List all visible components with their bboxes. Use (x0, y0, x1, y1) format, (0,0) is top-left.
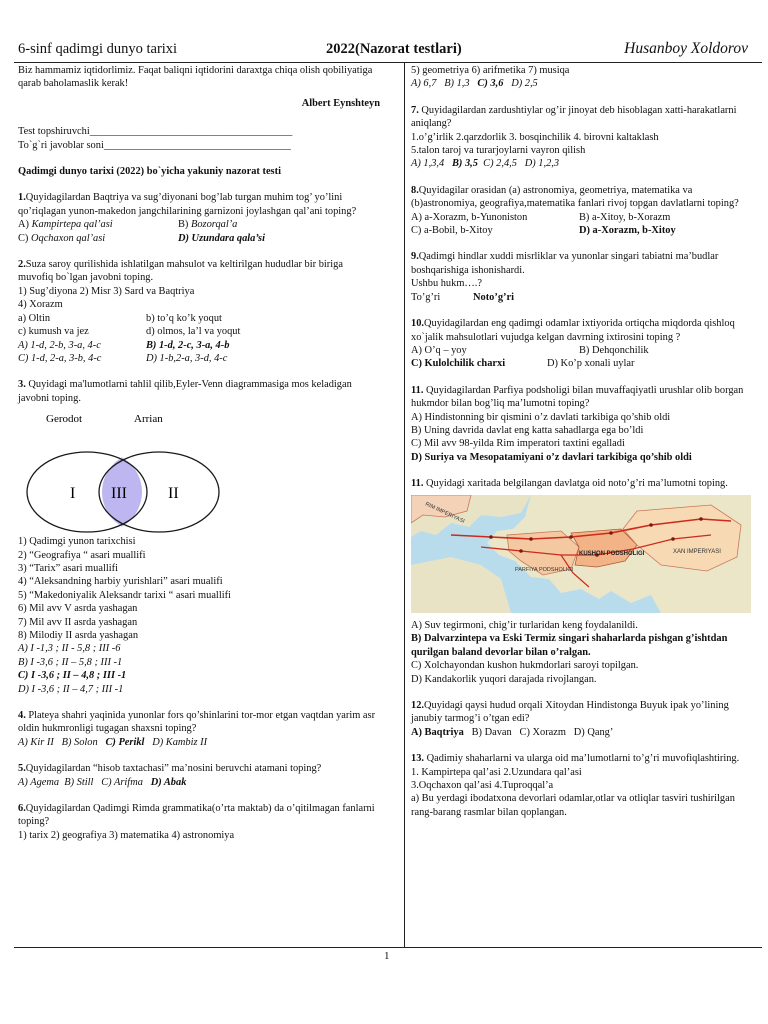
q13-list-line2: 3.Oqchaxon qal’asi 4.Tuproqqal’a (411, 780, 554, 792)
page-header (18, 41, 748, 61)
option-a: A) 1-d, 2-b, 3-a, 4-c (18, 339, 101, 351)
q2-item-c: c) kumush va jez (18, 326, 89, 338)
question-11 (411, 384, 759, 464)
q-number: 11. (411, 384, 424, 396)
q13-item-a: a) Bu yerdagi ibodatxona devorlari odamlar,otlar va otliqlar tasviri tushirilgan rang-barang rasmlar bilan qoplangan. (411, 793, 735, 818)
venn-region-iii: III (111, 485, 127, 503)
option-a: A) 1,3,4 (411, 158, 445, 170)
option-c: C) Xolchayondan kushon hukmdorlari saroyi topilgan. (411, 660, 639, 672)
q-number: 5. (18, 763, 26, 775)
q-number: 1. (18, 192, 26, 204)
q-text: Suza saroy qurilishida ishlatilgan mahsulot va keltirilgan hududlar bir biriga muvofiq bo`lgan javobni toping. (18, 259, 343, 284)
option-c: C) 3,6 (477, 78, 504, 90)
option-b: B) I -3,6 ; II – 5,8 ; III -1 (18, 656, 123, 668)
q-number: 13. (411, 753, 424, 765)
option-c: C) Oqchaxon qal’asi (18, 232, 106, 244)
option-false: Noto’g’ri (473, 291, 514, 303)
q-text: Qadimgi hindlar xuddi misrliklar va yunonlar singari tabiatni ma’budlar boshqarishiga ishonishardi. (411, 251, 719, 276)
q-number: 8. (411, 184, 419, 196)
option-c: C) Kulolchilik charxi (411, 358, 506, 370)
question-1 (18, 191, 380, 245)
option-d: D) Qang’ (573, 726, 614, 738)
option-c: C) Xorazm (519, 726, 566, 738)
option-d: D) I -3,6 ; II – 4,7 ; III -1 (18, 683, 124, 695)
question-10 (411, 317, 759, 371)
historical-map (411, 495, 751, 613)
q-text: Quyidagilardan Baqtriya va sug’diyonani bog’lab turgan muhim tog’ yo’lini qo’riqlagan yunon-makedon jangchilarining garnizoni joylashgan qal’ani toping? (18, 192, 357, 217)
question-5 (18, 762, 380, 789)
option-b: B) Still (64, 776, 94, 788)
option-b: B) 3,5 (451, 158, 478, 170)
q3-item: 8) Milodiy II asrda yashagan (18, 629, 139, 641)
q-text: Quyidagilar orasidan (a) astronomiya, geometriya, matematika va (b)astronomiya, geografiya,matematika fanlari rivoj topgan davlatlarni toping? (411, 184, 739, 210)
q-number: 6. (18, 803, 26, 815)
option-d: D) Ko’p xonali uylar (547, 358, 635, 370)
option-c: C) 2,4,5 (483, 158, 517, 170)
option-b: B) Uning davrida davlat eng katta sahadlarga ega bo’ldi (411, 424, 644, 436)
q-text: Quyidagilardan Parfiya podsholigi bilan muvaffaqiyatli urushlar olib borgan hukmdor bilan bog’liq ma’lumotni toping? (411, 384, 744, 410)
q9-prompt: Ushbu hukm….? (411, 278, 482, 290)
correct-count-line: To`g`ri javoblar soni____________________________________ (18, 139, 291, 151)
q7-list-line1: 1.o’g’irlik 2.qarzdorlik 3. bosqinchilik 4. birovni kaltaklash (411, 131, 659, 143)
map-label-xan: XAN IMPERIYASI (673, 548, 721, 555)
option-d: D) Kandakorlik yuqori darajada rivojlangan. (411, 673, 597, 685)
header-rule (14, 62, 762, 63)
q-text: Quyidagi xaritada belgilangan davlatga oid noto’g’ri ma’lumotni toping. (423, 478, 728, 490)
footer-rule (14, 947, 762, 948)
q-text: Quyidagilardan zardushtiylar og’ir jinoyat deb hisoblagan xatti-harakatlarni aniqlang? (411, 104, 737, 130)
intro-quote: Biz hammamiz iqtidorlimiz. Faqat baliqni iqtidorini daraxtga chiqa olish qobiliyatiga qarab baholamaslik kerak! (18, 65, 373, 90)
q-number: 12. (411, 700, 424, 711)
option-a: A) O’q – yoy (411, 344, 467, 356)
header-title: 2022(Nazorat testlari) (326, 41, 462, 57)
q-number: 4. (18, 710, 26, 721)
option-b: B) Bozorqal’a (178, 219, 238, 231)
question-9 (411, 250, 759, 304)
question-11-map (411, 477, 759, 686)
option-d: D) Abak (150, 776, 187, 788)
q-text: Quyidagi ma'lumotlarni tahlil qilib,Eyler-Venn diagrammasiga mos keladigan javobni toping. (18, 379, 352, 404)
q7-list-line2: 5.talon taroj va turarjoylarni vayron qilish (411, 145, 586, 157)
option-a: A) I -1,3 ; II - 5,8 ; III -6 (18, 643, 121, 655)
option-b: B) a-Xitoy, b-Xorazm (579, 211, 671, 223)
option-a: A) Agema (18, 776, 60, 788)
q2-item-b: b) to’q ko’k yoqut (146, 312, 222, 324)
option-c: C) Arifma (101, 776, 143, 788)
q6-list-line1: 1) tarix 2) geografiya 3) matematika 4) astronomiya (18, 829, 235, 841)
option-c: C) Mil avv 98-yilda Rim imperatori taxtini egalladi (411, 438, 625, 450)
venn-diagram (22, 405, 252, 533)
quote-author: Albert Eynshteyn (301, 97, 380, 109)
venn-left-title: Gerodot (46, 413, 83, 426)
option-a: A) Suv tegirmoni, chig’ir turlaridan keng foydalanildi. (411, 619, 638, 631)
venn-right-title: Arrian (134, 413, 163, 426)
q2-item-a: a) Oltin (18, 312, 51, 324)
q-text: Plateya shahri yaqinida yunonlar fors qo’shinlarini tor-mor etgan vaqtdan yarim asr oldin hukmronligi tugagan shaxsni toping? (18, 710, 376, 735)
q-text: Quyidagi qaysi hudud orqali Xitoydan Hindistonga Buyuk ipak yo’lining janubiy tarmog’i o’tgan edi? (411, 700, 729, 725)
option-a: A) Hindistonning bir qismini o’z davlati tarkibiga qo’shib oldi (411, 411, 671, 423)
venn-region-i: I (70, 485, 76, 503)
option-c: C) 1-d, 2-a, 3-b, 4-c (18, 352, 102, 364)
question-2 (18, 258, 380, 365)
option-a: A) a-Xorazm, b-Yunoniston (411, 211, 528, 223)
page-number: 1 (384, 950, 390, 962)
question-6-continued (411, 64, 759, 91)
q3-item: 1) Qadimgi yunon tarixchisi (18, 536, 136, 548)
option-b: B) Solon (61, 736, 98, 748)
q2-item-d: d) olmos, la’l va yoqut (146, 326, 241, 338)
option-a: A) Kampirtepa qal’asi (18, 219, 113, 231)
q2-list-line2: 4) Xorazm (18, 299, 63, 311)
tester-name-line: Test topshiruvchi_______________________________________ (18, 126, 293, 138)
q13-list-line1: 1. Kampirtepa qal’asi 2.Uzundara qal’asi (411, 766, 582, 778)
option-a: A) Baqtriya (411, 726, 464, 738)
q-number: 10. (411, 318, 424, 330)
q2-list-line1: 1) Sug’diyona 2) Misr 3) Sard va Baqtriya (18, 285, 195, 297)
venn-region-ii: II (168, 485, 179, 503)
option-d: D) a-Xorazm, b-Xitoy (579, 225, 676, 237)
q-number: 11. (411, 478, 424, 490)
q-text: Quyidagilardan “hisob taxtachasi” ma’nosini beruvchi atamani toping? (25, 763, 322, 775)
q-number: 2. (18, 259, 26, 271)
option-b: B) Dalvarzintepa va Eski Termiz singari shaharlarda pishgan g’ishtdan qurilgan baland devorlar bilan o’ralgan. (411, 633, 728, 658)
question-4 (18, 709, 380, 749)
option-d: D) 2,5 (511, 78, 538, 90)
question-3 (18, 378, 380, 696)
option-b: B) 1,3 (444, 78, 470, 90)
question-6 (18, 802, 380, 842)
q3-item: 6) Mil avv V asrda yashagan (18, 603, 138, 615)
q3-item: 2) “Geografiya “ asari muallifi (18, 549, 146, 561)
option-a: A) 6,7 (411, 78, 437, 90)
option-c: C) I -3,6 ; II – 4,8 ; III -1 (18, 670, 127, 682)
option-b: B) 1-d, 2-c, 3-a, 4-b (146, 339, 230, 351)
q-text: Qadimiy shaharlarni va ularga oid ma’lumotlarni to’g’ri muvofiqlashtiring. (424, 753, 740, 765)
map-label-rim: RIM IMPERIYASI (424, 500, 466, 525)
option-b: B) Davan (471, 726, 512, 738)
q3-item: 5) “Makedoniyalik Aleksandr tarixi “ asari muallifi (18, 589, 231, 601)
option-d: D) Kambiz II (152, 736, 208, 748)
map-label-kushon: KUSHON PODSHOLIGI (579, 550, 645, 557)
q3-item: 7) Mil avv II asrda yashagan (18, 616, 138, 628)
q3-item: 4) “Aleksandning harbiy yurishlari” asari mualifi (18, 576, 223, 588)
option-c: C) a-Bobil, b-Xitoy (411, 225, 493, 237)
header-subject: 6-sinf qadimgi dunyo tarixi (18, 41, 178, 57)
option-d: D) Suriya va Mesopatamiyani o’z davlari tarkibiga qo’shib oldi (411, 451, 692, 463)
map-label-parfiya: PARFIYA PODSHOLIGI (515, 566, 574, 573)
option-d: D) Uzundara qala’si (178, 232, 265, 244)
q3-item: 3) “Tarix” asari muallifi (18, 562, 118, 574)
option-b: B) Dehqonchilik (579, 344, 649, 356)
column-divider (404, 62, 405, 947)
left-column (18, 64, 380, 842)
test-title: Qadimgi dunyo tarixi (2022) bo`yicha yakuniy nazorat testi (18, 166, 281, 178)
q-text: Quyidagilardan Qadimgi Rimda grammatika(o’rta maktab) da o’qitilmagan fanlarni toping? (18, 803, 375, 828)
header-author: Husanboy Xoldorov (624, 40, 748, 57)
option-a: A) Kir II (18, 736, 54, 748)
q-number: 9. (411, 251, 419, 263)
option-true: To’g’ri (411, 291, 441, 303)
q-number: 7. (411, 104, 419, 116)
question-7 (411, 104, 759, 171)
question-12 (411, 699, 759, 739)
option-d: D) 1-b,2-a, 3-d, 4-c (146, 352, 228, 364)
option-d: D) 1,2,3 (524, 158, 560, 170)
option-c: C) Perikl (105, 736, 145, 748)
question-8 (411, 184, 759, 238)
q6-list-line2: 5) geometriya 6) arifmetika 7) musiqa (411, 65, 570, 76)
q-number: 3. (18, 379, 26, 391)
q-text: Quyidagilardan eng qadimgi odamlar ixtiyorida ortiqcha miqdorda qishloq xo`jalik mahsulotlari vujudga kelgan davrning ixtirosini toping ? (411, 318, 735, 343)
question-13 (411, 752, 759, 819)
right-column (411, 64, 759, 819)
